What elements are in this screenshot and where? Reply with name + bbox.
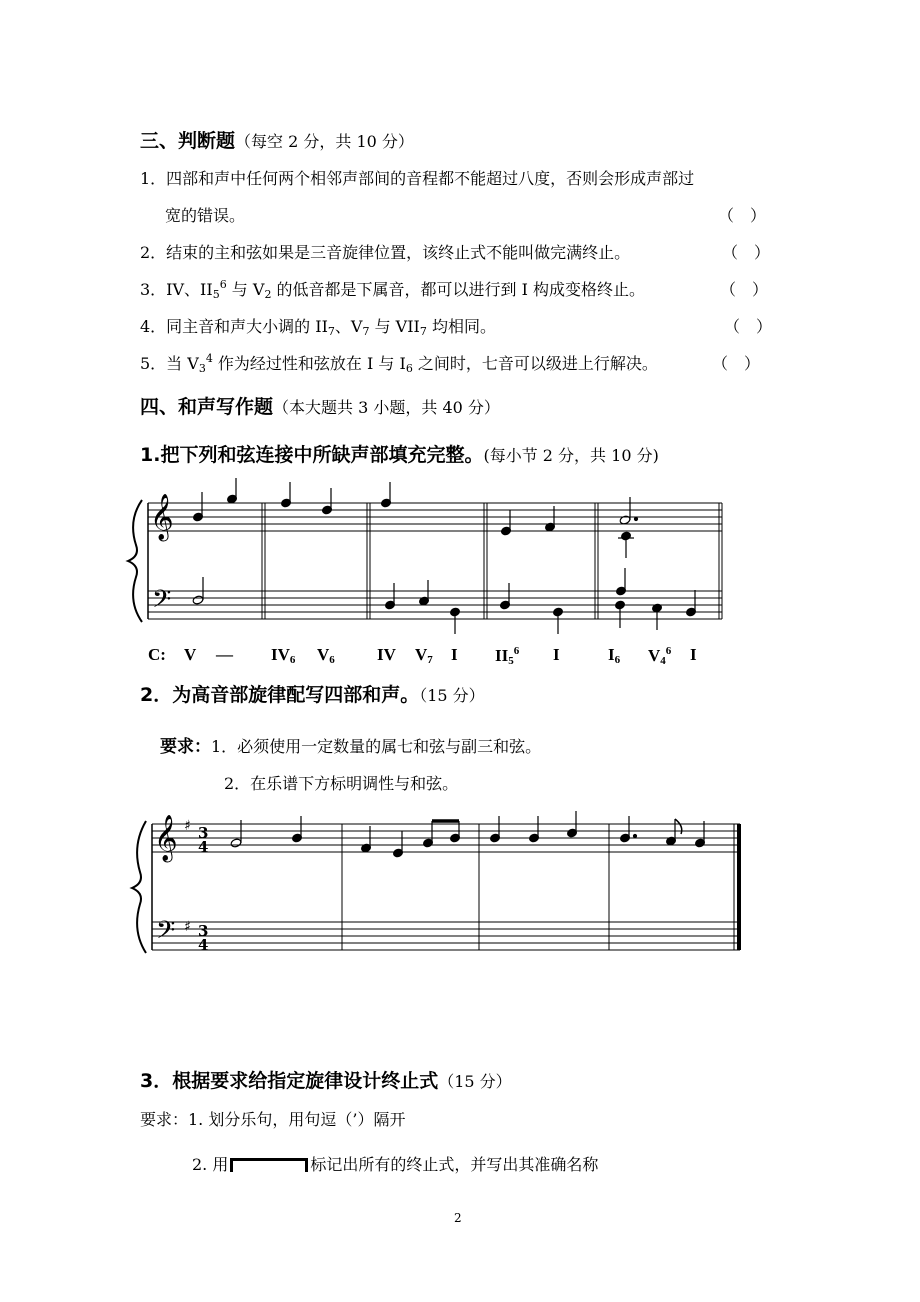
- time-signature-top: 3: [198, 824, 209, 842]
- q3-title: 3．根据要求给指定旋律设计终止式（15 分）: [140, 1070, 512, 1092]
- judge-item-5: 5．当 $V_3^4$ 作为经过性和弦放在 I 与 $I_6$ 之间时，七音可以级进上行解决。: [140, 352, 658, 375]
- q2-requirements: 要求：1．必须使用一定数量的属七和弦与副三和弦。: [160, 737, 542, 757]
- bass-clef-icon: 𝄢: [152, 585, 172, 620]
- judge-item-5-answer: （ ）: [712, 354, 761, 373]
- sharp-icon: ♯: [184, 919, 191, 935]
- time-signature-bottom: 4: [198, 838, 209, 856]
- treble-clef-icon: 𝄞: [154, 815, 178, 861]
- judge-item-2-answer: （ ）: [722, 243, 771, 262]
- cadence-bracket-icon: [230, 1158, 308, 1172]
- judge-item-3: 3．IV、$II_5^6$ 与 $V_2$ 的低音都是下属音，都可以进行到 I 构成变格终止。: [140, 278, 646, 301]
- judge-item-2: 2．结束的主和弦如果是三音旋律位置，该终止式不能叫做完满终止。: [140, 243, 631, 262]
- q2-requirement-2: 2．在乐谱下方标明调性与和弦。: [224, 774, 459, 793]
- sharp-icon: ♯: [184, 818, 191, 834]
- judge-item-1-line1: 1．四部和声中任何两个相邻声部间的音程都不能超过八度，否则会形成声部过: [140, 169, 695, 188]
- judge-item-4-answer: （ ）: [724, 317, 773, 336]
- judge-item-4: 4．同主音和声大小调的 $II_7$、$V_7$ 与 $VII_7$ 均相同。: [140, 317, 496, 338]
- judge-item-3-answer: （ ）: [720, 280, 769, 299]
- page-number: 2: [454, 1211, 462, 1225]
- q3-requirement-2: 2. 用 标记出所有的终止式，并写出其准确名称: [192, 1155, 599, 1174]
- time-signature-bottom: 4: [198, 936, 209, 954]
- chord-label: $IV_6$: [271, 645, 296, 666]
- section3-title: 三、判断题（每空 2 分，共 10 分）: [140, 130, 414, 152]
- chord-label: I: [451, 645, 458, 664]
- chord-label: I: [553, 645, 560, 664]
- chord-label: $I_6$: [608, 645, 621, 666]
- bass-clef-icon: 𝄢: [156, 916, 176, 951]
- judge-item-1-answer: （ ）: [718, 206, 767, 225]
- chord-label: $II_5^6$: [495, 645, 520, 667]
- chord-label: $V_4^6$: [648, 645, 672, 667]
- q3-requirement-1: 要求：1. 划分乐句，用句逗（’）隔开: [140, 1110, 406, 1129]
- treble-clef-icon: 𝄞: [150, 494, 174, 540]
- q1-title: 1.把下列和弦连接中所缺声部填充完整。(每小节 2 分，共 10 分): [140, 444, 659, 466]
- chord-label: V: [184, 645, 197, 664]
- section4-title: 四、和声写作题（本大题共 3 小题，共 40 分）: [140, 396, 500, 418]
- chord-label: IV: [377, 645, 396, 664]
- chord-label: $V_7$: [415, 645, 433, 666]
- chord-label-key: C:: [148, 645, 166, 664]
- chord-label: I: [690, 645, 697, 664]
- chord-label: $V_6$: [317, 645, 335, 666]
- judge-item-1-line2: 宽的错误。: [165, 206, 246, 225]
- q2-title: 2．为高音部旋律配写四部和声。（15 分）: [140, 684, 485, 706]
- time-signature-top: 3: [198, 922, 209, 940]
- chord-label: —: [216, 645, 233, 664]
